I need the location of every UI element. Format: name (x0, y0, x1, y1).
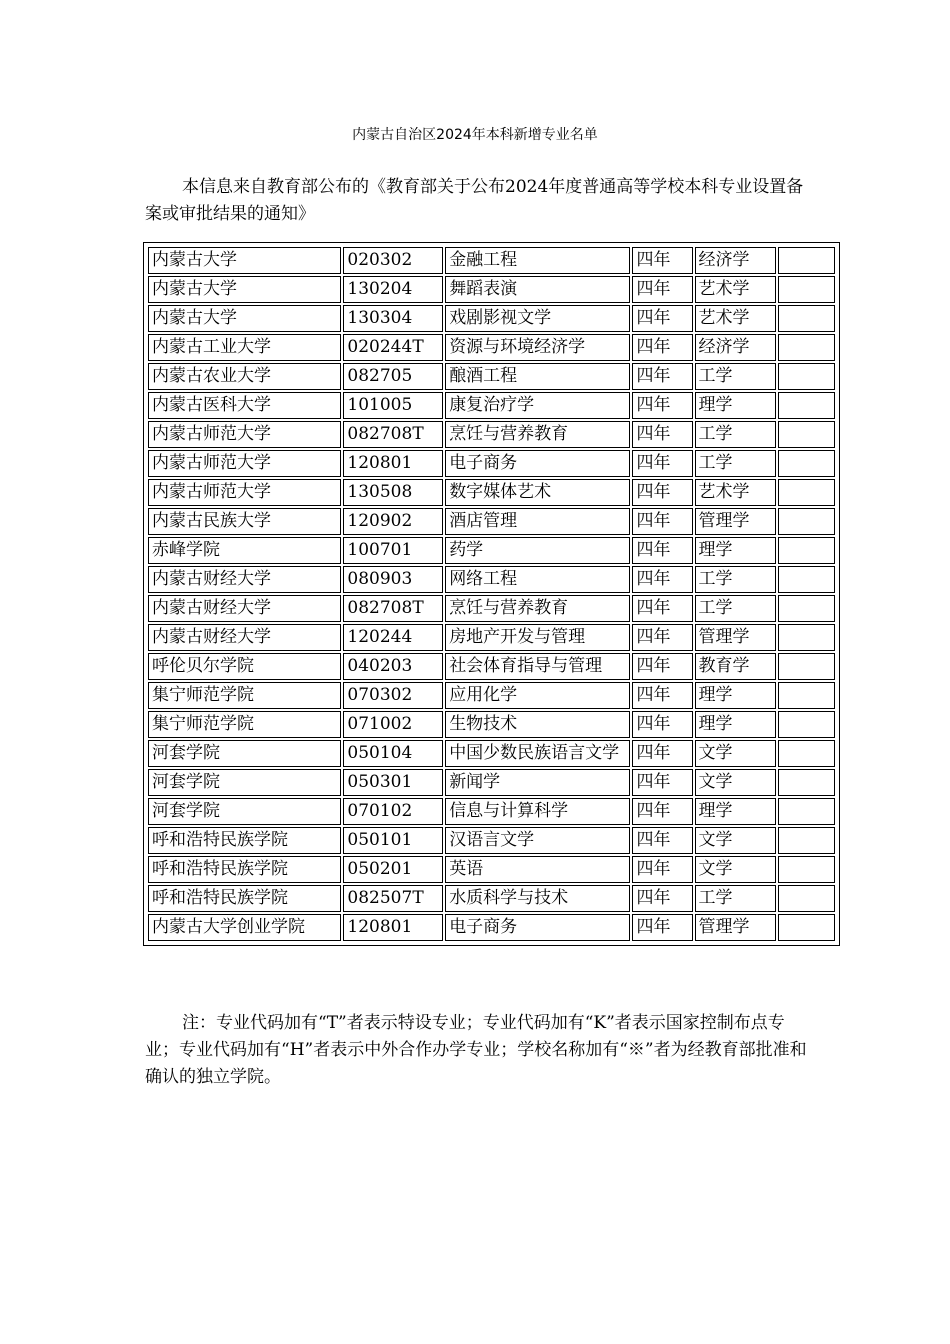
blank-cell (778, 566, 835, 593)
school-cell: 呼和浩特民族学院 (148, 827, 341, 854)
duration-cell: 四年 (632, 247, 692, 274)
blank-cell (778, 450, 835, 477)
blank-cell (778, 508, 835, 535)
code-cell: 050101 (343, 827, 443, 854)
major-cell: 舞蹈表演 (445, 276, 630, 303)
major-cell: 房地产开发与管理 (445, 624, 630, 651)
school-cell: 河套学院 (148, 769, 341, 796)
blank-cell (778, 421, 835, 448)
table-row (148, 798, 835, 825)
blank-cell (778, 885, 835, 912)
code-cell: 071002 (343, 711, 443, 738)
table-row (148, 537, 835, 564)
school-cell: 集宁师范学院 (148, 682, 341, 709)
code-cell: 130304 (343, 305, 443, 332)
duration-cell: 四年 (632, 769, 692, 796)
code-cell: 120801 (343, 914, 443, 941)
blank-cell (778, 653, 835, 680)
table-row (148, 508, 835, 535)
major-cell: 康复治疗学 (445, 392, 630, 419)
duration-cell: 四年 (632, 392, 692, 419)
code-cell: 120244 (343, 624, 443, 651)
major-cell: 酒店管理 (445, 508, 630, 535)
note-paragraph: 注：专业代码加有“T”者表示特设专业；专业代码加有“K”者表示国家控制布点专业；专业代码加有“H”者表示中外合作办学专业；学校名称加有“※”者为经教育部批准和确认的独立学院。 (145, 1013, 807, 1087)
category-cell: 艺术学 (695, 276, 776, 303)
table-row (148, 885, 835, 912)
school-cell: 内蒙古医科大学 (148, 392, 341, 419)
major-cell: 数字媒体艺术 (445, 479, 630, 506)
code-cell: 120902 (343, 508, 443, 535)
majors-table-body (148, 247, 835, 941)
category-cell: 经济学 (695, 247, 776, 274)
category-cell: 理学 (695, 537, 776, 564)
duration-cell: 四年 (632, 827, 692, 854)
major-cell: 社会体育指导与管理 (445, 653, 630, 680)
school-cell: 内蒙古师范大学 (148, 479, 341, 506)
school-cell: 呼伦贝尔学院 (148, 653, 341, 680)
major-cell: 酿酒工程 (445, 363, 630, 390)
school-cell: 赤峰学院 (148, 537, 341, 564)
school-cell: 内蒙古大学创业学院 (148, 914, 341, 941)
blank-cell (778, 392, 835, 419)
duration-cell: 四年 (632, 856, 692, 883)
category-cell: 工学 (695, 885, 776, 912)
category-cell: 理学 (695, 682, 776, 709)
category-cell: 工学 (695, 566, 776, 593)
major-cell: 生物技术 (445, 711, 630, 738)
code-cell: 080903 (343, 566, 443, 593)
code-cell: 020302 (343, 247, 443, 274)
school-cell: 内蒙古大学 (148, 247, 341, 274)
school-cell: 内蒙古财经大学 (148, 624, 341, 651)
category-cell: 管理学 (695, 914, 776, 941)
code-cell: 101005 (343, 392, 443, 419)
major-cell: 水质科学与技术 (445, 885, 630, 912)
blank-cell (778, 856, 835, 883)
blank-cell (778, 479, 835, 506)
school-cell: 内蒙古师范大学 (148, 450, 341, 477)
category-cell: 工学 (695, 363, 776, 390)
table-row (148, 769, 835, 796)
table-row (148, 827, 835, 854)
duration-cell: 四年 (632, 566, 692, 593)
blank-cell (778, 769, 835, 796)
category-cell: 管理学 (695, 508, 776, 535)
school-cell: 集宁师范学院 (148, 711, 341, 738)
category-cell: 理学 (695, 711, 776, 738)
category-cell: 文学 (695, 740, 776, 767)
category-cell: 工学 (695, 595, 776, 622)
school-cell: 呼和浩特民族学院 (148, 885, 341, 912)
code-cell: 050201 (343, 856, 443, 883)
table-row (148, 566, 835, 593)
table-row (148, 363, 835, 390)
code-cell: 082507T (343, 885, 443, 912)
code-cell: 082708T (343, 595, 443, 622)
school-cell: 内蒙古农业大学 (148, 363, 341, 390)
major-cell: 戏剧影视文学 (445, 305, 630, 332)
major-cell: 药学 (445, 537, 630, 564)
duration-cell: 四年 (632, 421, 692, 448)
table-row (148, 421, 835, 448)
category-cell: 工学 (695, 450, 776, 477)
blank-cell (778, 798, 835, 825)
table-row (148, 305, 835, 332)
major-cell: 烹饪与营养教育 (445, 421, 630, 448)
blank-cell (778, 247, 835, 274)
category-cell: 教育学 (695, 653, 776, 680)
code-cell: 040203 (343, 653, 443, 680)
school-cell: 河套学院 (148, 798, 341, 825)
table-row (148, 711, 835, 738)
school-cell: 内蒙古工业大学 (148, 334, 341, 361)
majors-table-frame (143, 242, 840, 946)
category-cell: 文学 (695, 827, 776, 854)
blank-cell (778, 537, 835, 564)
table-row (148, 276, 835, 303)
major-cell: 中国少数民族语言文学 (445, 740, 630, 767)
code-cell: 130204 (343, 276, 443, 303)
category-cell: 艺术学 (695, 479, 776, 506)
duration-cell: 四年 (632, 798, 692, 825)
duration-cell: 四年 (632, 624, 692, 651)
school-cell: 内蒙古财经大学 (148, 566, 341, 593)
school-cell: 河套学院 (148, 740, 341, 767)
school-cell: 内蒙古师范大学 (148, 421, 341, 448)
table-row (148, 595, 835, 622)
category-cell: 文学 (695, 769, 776, 796)
blank-cell (778, 711, 835, 738)
major-cell: 电子商务 (445, 914, 630, 941)
duration-cell: 四年 (632, 740, 692, 767)
table-row (148, 334, 835, 361)
duration-cell: 四年 (632, 595, 692, 622)
table-row (148, 653, 835, 680)
code-cell: 050104 (343, 740, 443, 767)
table-row (148, 247, 835, 274)
code-cell: 082708T (343, 421, 443, 448)
category-cell: 经济学 (695, 334, 776, 361)
major-cell: 汉语言文学 (445, 827, 630, 854)
duration-cell: 四年 (632, 914, 692, 941)
code-cell: 070102 (343, 798, 443, 825)
blank-cell (778, 363, 835, 390)
category-cell: 工学 (695, 421, 776, 448)
table-row (148, 624, 835, 651)
duration-cell: 四年 (632, 305, 692, 332)
blank-cell (778, 682, 835, 709)
duration-cell: 四年 (632, 276, 692, 303)
school-cell: 内蒙古民族大学 (148, 508, 341, 535)
duration-cell: 四年 (632, 450, 692, 477)
blank-cell (778, 305, 835, 332)
code-cell: 070302 (343, 682, 443, 709)
duration-cell: 四年 (632, 508, 692, 535)
school-cell: 呼和浩特民族学院 (148, 856, 341, 883)
table-row (148, 392, 835, 419)
category-cell: 理学 (695, 798, 776, 825)
school-cell: 内蒙古财经大学 (148, 595, 341, 622)
major-cell: 烹饪与营养教育 (445, 595, 630, 622)
code-cell: 120801 (343, 450, 443, 477)
category-cell: 艺术学 (695, 305, 776, 332)
table-row (148, 479, 835, 506)
table-row (148, 914, 835, 941)
major-cell: 新闻学 (445, 769, 630, 796)
duration-cell: 四年 (632, 711, 692, 738)
major-cell: 信息与计算科学 (445, 798, 630, 825)
major-cell: 金融工程 (445, 247, 630, 274)
code-cell: 100701 (343, 537, 443, 564)
intro-paragraph: 本信息来自教育部公布的《教育部关于公布2024年度普通高等学校本科专业设置备案或审批结果的通知》 (145, 177, 804, 224)
duration-cell: 四年 (632, 479, 692, 506)
duration-cell: 四年 (632, 682, 692, 709)
duration-cell: 四年 (632, 334, 692, 361)
table-row (148, 450, 835, 477)
duration-cell: 四年 (632, 363, 692, 390)
code-cell: 050301 (343, 769, 443, 796)
category-cell: 管理学 (695, 624, 776, 651)
school-cell: 内蒙古大学 (148, 276, 341, 303)
major-cell: 电子商务 (445, 450, 630, 477)
blank-cell (778, 827, 835, 854)
table-row (148, 740, 835, 767)
code-cell: 082705 (343, 363, 443, 390)
blank-cell (778, 740, 835, 767)
blank-cell (778, 334, 835, 361)
code-cell: 130508 (343, 479, 443, 506)
major-cell: 网络工程 (445, 566, 630, 593)
major-cell: 英语 (445, 856, 630, 883)
category-cell: 理学 (695, 392, 776, 419)
table-row (148, 682, 835, 709)
duration-cell: 四年 (632, 653, 692, 680)
blank-cell (778, 914, 835, 941)
code-cell: 020244T (343, 334, 443, 361)
duration-cell: 四年 (632, 537, 692, 564)
blank-cell (778, 624, 835, 651)
major-cell: 应用化学 (445, 682, 630, 709)
blank-cell (778, 595, 835, 622)
majors-table (146, 245, 837, 943)
school-cell: 内蒙古大学 (148, 305, 341, 332)
major-cell: 资源与环境经济学 (445, 334, 630, 361)
page-title: 内蒙古自治区2024年本科新增专业名单 (352, 127, 598, 143)
blank-cell (778, 276, 835, 303)
table-row (148, 856, 835, 883)
duration-cell: 四年 (632, 885, 692, 912)
category-cell: 文学 (695, 856, 776, 883)
